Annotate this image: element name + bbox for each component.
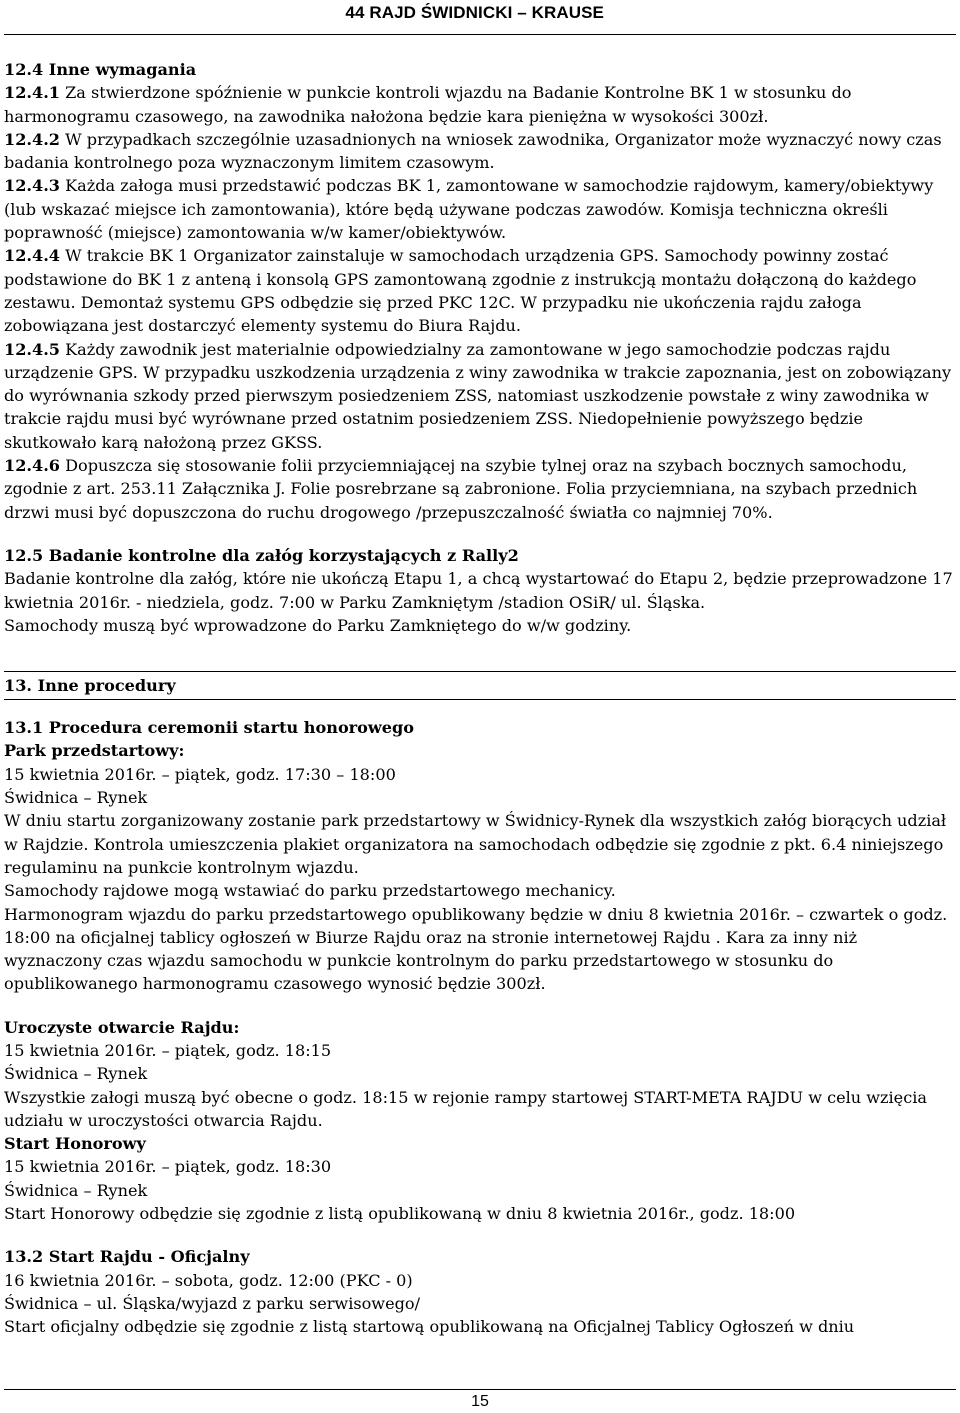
opening-date: 15 kwietnia 2016r. – piątek, godz. 18:15	[4, 1040, 332, 1060]
header-title: 44 RAJD ŚWIDNICKI – KRAUSE	[345, 3, 604, 22]
section-12-5-text: Badanie kontrolne dla załóg, które nie ukończą Etapu 1, a chcą wystartować do Etapu 2, będzie przeprowadzone 17 kwietnia 2016r. - niedziela, godz. 7:00 w Parku Zamkniętym /stadion OSiR/ ul. Śląska.	[4, 569, 953, 612]
page-header	[4, 0, 956, 35]
official-start-text: Start oficjalny odbędzie się zgodnie z listą startową opublikowaną na Oficjalnej Tablicy Ogłoszeń w dniu	[4, 1317, 855, 1337]
page-content	[4, 58, 956, 1339]
section-12-5-text-2: Samochody muszą być wprowadzone do Parku Zamkniętego do w/w godziny.	[4, 615, 632, 635]
park-text-2: Samochody rajdowe mogą wstawiać do parku przedstartowego mechanicy.	[4, 881, 616, 901]
paragraph-number: 12.4.1	[4, 83, 60, 103]
park-title: Park przedstartowy:	[4, 741, 185, 761]
opening-place: Świdnica – Rynek	[4, 1064, 148, 1084]
paragraph-text: W przypadkach szczególnie uzasadnionych na wniosek zawodnika, Organizator może wyznaczyć nowy czas badania kontrolnego poza wyznaczonym limitem czasowym.	[4, 129, 942, 173]
park-date: 15 kwietnia 2016r. – piątek, godz. 17:30 – 18:00	[4, 764, 396, 784]
paragraph-text: W trakcie BK 1 Organizator zainstaluje w samochodach urządzenia GPS. Samochody powinny zostać podstawione do BK 1 z anteną i konsolą GPS zamontowaną zgodnie z instrukcją montażu dołączoną do każdego zestawu. Demontaż systemu GPS odbędzie się przed PKC 12C. W przypadku nie ukończenia rajdu załoga zobowiązana jest dostarczyć elementy systemu do Biura Rajdu.	[4, 246, 917, 336]
paragraph-text: Dopuszcza się stosowanie folii przyciemniającej na szybie tylnej oraz na szybach bocznych samochodu, zgodnie z art. 253.11 Załącznika J. Folie posrebrzane są zabronione. Folia przyciemniana, na szybach przednich drzwi musi być dopuszczona do ruchu drogowego /przepuszczalność światła co najmniej 70%.	[4, 456, 918, 522]
park-text-3: Harmonogram wjazdu do parku przedstartowego opublikowany będzie w dniu 8 kwietnia 2016r. – czwartek o godz. 18:00 na oficjalnej tablicy ogłoszeń w Biurze Rajdu oraz na stronie internetowej Rajdu . Kara za inny niż wyznaczony czas wjazdu samochodu w punkcie kontrolnym do parku przedstartowego w stosunku do opublikowanego harmonogramu czasowego wynosić będzie 300zł.	[4, 904, 948, 994]
section-13-1-title: 13.1 Procedura ceremonii startu honorowego	[4, 718, 414, 738]
paragraph-number: 12.4.3	[4, 176, 60, 196]
footer-rule	[4, 1389, 956, 1390]
opening-title: Uroczyste otwarcie Rajdu:	[4, 1017, 240, 1037]
paragraph-number: 12.4.2	[4, 129, 60, 149]
paragraph-12-4-4	[4, 244, 956, 337]
paragraph-number: 12.4.5	[4, 339, 60, 359]
paragraph-12-4-6	[4, 454, 956, 524]
section-13-heading: 13. Inne procedury	[4, 671, 956, 700]
honorary-start-date: 15 kwietnia 2016r. – piątek, godz. 18:30	[4, 1157, 332, 1177]
honorary-start-place: Świdnica – Rynek	[4, 1180, 148, 1200]
official-start-place: Świdnica – ul. Śląska/wyjazd z parku serwisowego/	[4, 1293, 421, 1313]
paragraph-12-4-2	[4, 128, 956, 175]
section-13-2-title: 13.2 Start Rajdu - Oficjalny	[4, 1247, 250, 1267]
paragraph-number: 12.4.6	[4, 456, 60, 476]
paragraph-text: Każdy zawodnik jest materialnie odpowiedzialny za zamontowane w jego samochodzie podczas rajdu urządzenie GPS. W przypadku uszkodzenia urządzenia z winy zawodnika w trakcie zapoznania, jest on zobowiązany do wyrównania szkody przed pierwszym posiedzeniem ZSS, natomiast uszkodzenie powstałe z winy zawodnika w trakcie rajdu musi być wyrównane przed ostatnim posiedzeniem ZSS. Niedopełnienie powyższego będzie skutkowało karą nałożoną przez GKSS.	[4, 339, 952, 452]
page-number: 15	[471, 1393, 489, 1410]
paragraph-12-4-3	[4, 174, 956, 244]
section-12-5-title: 12.5 Badanie kontrolne dla załóg korzystających z Rally2	[4, 545, 519, 565]
paragraph-text: Za stwierdzone spóźnienie w punkcie kontroli wjazdu na Badanie Kontrolne BK 1 w stosunku do harmonogramu czasowego, na zawodnika nałożona będzie kara pieniężna w wysokości 300zł.	[4, 83, 852, 126]
paragraph-number: 12.4.4	[4, 246, 60, 266]
paragraph-12-4-1	[4, 81, 956, 128]
honorary-start-text: Start Honorowy odbędzie się zgodnie z listą opublikowaną w dniu 8 kwietnia 2016r., godz. 18:00	[4, 1204, 796, 1224]
park-place: Świdnica – Rynek	[4, 788, 148, 808]
opening-text: Wszystkie załogi muszą być obecne o godz. 18:15 w rejonie rampy startowej START-META RAJDU w celu wzięcia udziału w uroczystości otwarcia Rajdu.	[4, 1087, 927, 1130]
honorary-start-title: Start Honorowy	[4, 1134, 146, 1154]
section-12-4-title: 12.4 Inne wymagania	[4, 60, 197, 79]
official-start-date: 16 kwietnia 2016r. – sobota, godz. 12:00 (PKC - 0)	[4, 1270, 413, 1290]
paragraph-12-4-5	[4, 338, 956, 454]
paragraph-text: Każda załoga musi przedstawić podczas BK 1, zamontowane w samochodzie rajdowym, kamery/obiektywy (lub wskazać miejsce ich zamontowania), które będą używane podczas zawodów. Komisja techniczna określi poprawność (miejsce) zamontowania w/w kamer/obiektywów.	[4, 176, 934, 243]
park-text-1: W dniu startu zorganizowany zostanie park przedstartowy w Świdnicy-Rynek dla wszystkich załóg biorących udział w Rajdzie. Kontrola umieszczenia plakiet organizatora na samochodach odbędzie się zgodnie z pkt. 6.4 niniejszego regulaminu na punkcie kontrolnym wjazdu.	[4, 811, 947, 877]
